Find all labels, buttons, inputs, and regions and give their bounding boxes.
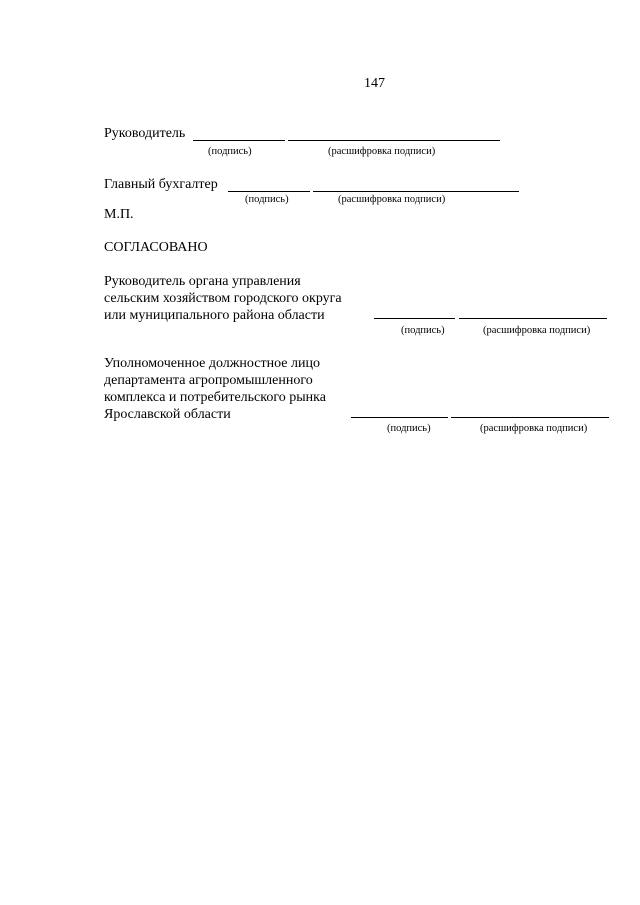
authorized-official-decryption-line — [451, 417, 609, 418]
agriculture-head-line-1: Руководитель органа управления — [104, 274, 301, 289]
agriculture-head-decryption-caption: (расшифровка подписи) — [483, 325, 591, 336]
head-decryption-line — [288, 140, 500, 141]
chief-accountant-label: Главный бухгалтер — [104, 177, 218, 192]
authorized-official-line-1: Уполномоченное должностное лицо — [104, 356, 320, 371]
head-decryption-caption: (расшифровка подписи) — [328, 146, 436, 157]
agriculture-head-line-3: или муниципального района области — [104, 308, 325, 323]
head-label: Руководитель — [104, 126, 186, 141]
agriculture-head-signature-caption: (подпись) — [401, 325, 445, 336]
agriculture-head-decryption-line — [459, 318, 607, 319]
authorized-official-decryption-caption: (расшифровка подписи) — [480, 423, 588, 434]
chief-accountant-signature-line — [228, 191, 310, 192]
head-signature-line — [193, 140, 285, 141]
agriculture-head-line-2: сельским хозяйством городского округа — [104, 291, 342, 306]
head-signature-caption: (подпись) — [208, 146, 252, 157]
authorized-official-line-3: комплекса и потребительского рынка — [104, 390, 326, 405]
agriculture-head-signature-line — [374, 318, 455, 319]
authorized-official-signature-caption: (подпись) — [387, 423, 431, 434]
authorized-official-line-4: Ярославской области — [104, 407, 231, 422]
authorized-official-line-2: департамента агропромышленного — [104, 373, 313, 388]
approved-heading: СОГЛАСОВАНО — [104, 240, 208, 255]
chief-accountant-signature-caption: (подпись) — [245, 194, 289, 205]
authorized-official-signature-line — [351, 417, 448, 418]
chief-accountant-decryption-line — [313, 191, 519, 192]
stamp-place: М.П. — [104, 207, 134, 222]
chief-accountant-decryption-caption: (расшифровка подписи) — [338, 194, 446, 205]
page-number: 147 — [364, 76, 385, 91]
